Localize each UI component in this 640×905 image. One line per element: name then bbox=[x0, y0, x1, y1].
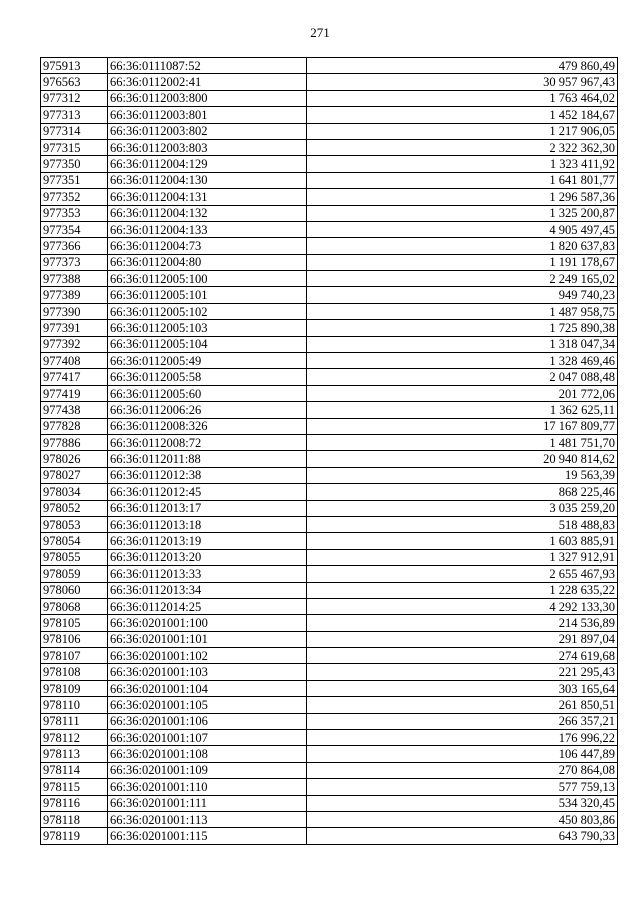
row-id-cell: 978119 bbox=[41, 828, 108, 844]
cadastral-value-cell: 261 850,51 bbox=[307, 697, 618, 713]
row-id-cell: 977392 bbox=[41, 336, 108, 352]
cadastral-number-cell: 66:36:0112013:19 bbox=[108, 533, 307, 549]
row-id-cell: 978055 bbox=[41, 549, 108, 565]
table-row bbox=[41, 795, 618, 811]
cadastral-number-cell: 66:36:0112003:802 bbox=[108, 123, 307, 139]
table-row bbox=[41, 385, 618, 401]
cadastral-number-cell: 66:36:0112005:103 bbox=[108, 320, 307, 336]
table-row bbox=[41, 533, 618, 549]
table-row bbox=[41, 336, 618, 352]
table-row bbox=[41, 254, 618, 270]
row-id-cell: 976563 bbox=[41, 74, 108, 90]
table-row bbox=[41, 303, 618, 319]
table-row bbox=[41, 779, 618, 795]
row-id-cell: 977373 bbox=[41, 254, 108, 270]
cadastral-number-cell: 66:36:0201001:108 bbox=[108, 746, 307, 762]
row-id-cell: 977391 bbox=[41, 320, 108, 336]
table-row bbox=[41, 811, 618, 827]
row-id-cell: 978111 bbox=[41, 713, 108, 729]
table-row bbox=[41, 90, 618, 106]
cadastral-number-cell: 66:36:0112004:131 bbox=[108, 189, 307, 205]
cadastral-value-cell: 1 481 751,70 bbox=[307, 434, 618, 450]
cadastral-number-cell: 66:36:0201001:105 bbox=[108, 697, 307, 713]
cadastral-number-cell: 66:36:0112013:17 bbox=[108, 500, 307, 516]
table-row bbox=[41, 730, 618, 746]
row-id-cell: 978114 bbox=[41, 762, 108, 778]
cadastral-value-cell: 30 957 967,43 bbox=[307, 74, 618, 90]
cadastral-number-cell: 66:36:0201001:106 bbox=[108, 713, 307, 729]
cadastral-number-cell: 66:36:0112004:129 bbox=[108, 156, 307, 172]
table-row bbox=[41, 484, 618, 500]
cadastral-value-cell: 1 318 047,34 bbox=[307, 336, 618, 352]
cadastral-number-cell: 66:36:0112002:41 bbox=[108, 74, 307, 90]
row-id-cell: 978116 bbox=[41, 795, 108, 811]
row-id-cell: 978113 bbox=[41, 746, 108, 762]
row-id-cell: 978034 bbox=[41, 484, 108, 500]
cadastral-value-cell: 643 790,33 bbox=[307, 828, 618, 844]
cadastral-value-table bbox=[40, 57, 618, 845]
cadastral-number-cell: 66:36:0201001:103 bbox=[108, 664, 307, 680]
cadastral-number-cell: 66:36:0112004:80 bbox=[108, 254, 307, 270]
table-row bbox=[41, 500, 618, 516]
cadastral-value-cell: 291 897,04 bbox=[307, 631, 618, 647]
cadastral-value-cell: 2 655 467,93 bbox=[307, 566, 618, 582]
row-id-cell: 977408 bbox=[41, 353, 108, 369]
cadastral-value-cell: 1 323 411,92 bbox=[307, 156, 618, 172]
cadastral-value-cell: 518 488,83 bbox=[307, 516, 618, 532]
page-number: 271 bbox=[310, 25, 330, 40]
cadastral-number-cell: 66:36:0112008:72 bbox=[108, 434, 307, 450]
row-id-cell: 978115 bbox=[41, 779, 108, 795]
cadastral-value-cell: 270 864,08 bbox=[307, 762, 618, 778]
table-row bbox=[41, 353, 618, 369]
table-row bbox=[41, 615, 618, 631]
table-row bbox=[41, 418, 618, 434]
cadastral-number-cell: 66:36:0112004:132 bbox=[108, 205, 307, 221]
row-id-cell: 978052 bbox=[41, 500, 108, 516]
cadastral-value-cell: 19 563,39 bbox=[307, 467, 618, 483]
table-row bbox=[41, 58, 618, 74]
row-id-cell: 975913 bbox=[41, 58, 108, 74]
row-id-cell: 978068 bbox=[41, 598, 108, 614]
cadastral-number-cell: 66:36:0201001:113 bbox=[108, 811, 307, 827]
cadastral-number-cell: 66:36:0112005:100 bbox=[108, 271, 307, 287]
row-id-cell: 977886 bbox=[41, 434, 108, 450]
cadastral-number-cell: 66:36:0112013:18 bbox=[108, 516, 307, 532]
table-row bbox=[41, 402, 618, 418]
cadastral-value-cell: 1 452 184,67 bbox=[307, 107, 618, 123]
row-id-cell: 977419 bbox=[41, 385, 108, 401]
table-row bbox=[41, 221, 618, 237]
cadastral-number-cell: 66:36:0112004:133 bbox=[108, 221, 307, 237]
cadastral-value-cell: 266 357,21 bbox=[307, 713, 618, 729]
row-id-cell: 977313 bbox=[41, 107, 108, 123]
cadastral-number-cell: 66:36:0112014:25 bbox=[108, 598, 307, 614]
cadastral-value-cell: 2 047 088,48 bbox=[307, 369, 618, 385]
row-id-cell: 977351 bbox=[41, 172, 108, 188]
table-row bbox=[41, 287, 618, 303]
row-id-cell: 978027 bbox=[41, 467, 108, 483]
row-id-cell: 978105 bbox=[41, 615, 108, 631]
table-row bbox=[41, 762, 618, 778]
cadastral-number-cell: 66:36:0112004:130 bbox=[108, 172, 307, 188]
cadastral-value-cell: 201 772,06 bbox=[307, 385, 618, 401]
table-row bbox=[41, 74, 618, 90]
cadastral-number-cell: 66:36:0112005:101 bbox=[108, 287, 307, 303]
row-id-cell: 977366 bbox=[41, 238, 108, 254]
cadastral-number-cell: 66:36:0201001:110 bbox=[108, 779, 307, 795]
table-row bbox=[41, 238, 618, 254]
row-id-cell: 978107 bbox=[41, 648, 108, 664]
table-row bbox=[41, 713, 618, 729]
cadastral-number-cell: 66:36:0112013:34 bbox=[108, 582, 307, 598]
table-row bbox=[41, 828, 618, 844]
cadastral-number-cell: 66:36:0201001:107 bbox=[108, 730, 307, 746]
cadastral-number-cell: 66:36:0112005:102 bbox=[108, 303, 307, 319]
cadastral-value-cell: 1 217 906,05 bbox=[307, 123, 618, 139]
cadastral-number-cell: 66:36:0112011:88 bbox=[108, 451, 307, 467]
table-row bbox=[41, 369, 618, 385]
cadastral-value-cell: 221 295,43 bbox=[307, 664, 618, 680]
cadastral-value-cell: 1 191 178,67 bbox=[307, 254, 618, 270]
cadastral-value-cell: 4 905 497,45 bbox=[307, 221, 618, 237]
row-id-cell: 978059 bbox=[41, 566, 108, 582]
cadastral-number-cell: 66:36:0201001:104 bbox=[108, 680, 307, 696]
cadastral-number-cell: 66:36:0112012:45 bbox=[108, 484, 307, 500]
table-row bbox=[41, 123, 618, 139]
table-row bbox=[41, 156, 618, 172]
table-row bbox=[41, 107, 618, 123]
table-row bbox=[41, 451, 618, 467]
cadastral-value-cell: 1 296 587,36 bbox=[307, 189, 618, 205]
table-row bbox=[41, 205, 618, 221]
table-row bbox=[41, 139, 618, 155]
cadastral-number-cell: 66:36:0112004:73 bbox=[108, 238, 307, 254]
table-row bbox=[41, 697, 618, 713]
cadastral-value-cell: 1 228 635,22 bbox=[307, 582, 618, 598]
cadastral-number-cell: 66:36:0112013:33 bbox=[108, 566, 307, 582]
table-row bbox=[41, 664, 618, 680]
cadastral-value-cell: 2 249 165,02 bbox=[307, 271, 618, 287]
row-id-cell: 977354 bbox=[41, 221, 108, 237]
row-id-cell: 978109 bbox=[41, 680, 108, 696]
table-row bbox=[41, 598, 618, 614]
cadastral-value-cell: 106 447,89 bbox=[307, 746, 618, 762]
cadastral-value-cell: 1 603 885,91 bbox=[307, 533, 618, 549]
table-row bbox=[41, 320, 618, 336]
cadastral-number-cell: 66:36:0112003:803 bbox=[108, 139, 307, 155]
row-id-cell: 978054 bbox=[41, 533, 108, 549]
row-id-cell: 977438 bbox=[41, 402, 108, 418]
table-row bbox=[41, 467, 618, 483]
table-row bbox=[41, 271, 618, 287]
row-id-cell: 977352 bbox=[41, 189, 108, 205]
table-row bbox=[41, 172, 618, 188]
cadastral-number-cell: 66:36:0112003:801 bbox=[108, 107, 307, 123]
cadastral-number-cell: 66:36:0112005:60 bbox=[108, 385, 307, 401]
cadastral-value-cell: 4 292 133,30 bbox=[307, 598, 618, 614]
row-id-cell: 977389 bbox=[41, 287, 108, 303]
cadastral-value-cell: 1 820 637,83 bbox=[307, 238, 618, 254]
table-row bbox=[41, 582, 618, 598]
table-row bbox=[41, 746, 618, 762]
cadastral-number-cell: 66:36:0112006:26 bbox=[108, 402, 307, 418]
cadastral-value-cell: 20 940 814,62 bbox=[307, 451, 618, 467]
table-row bbox=[41, 549, 618, 565]
cadastral-number-cell: 66:36:0112005:104 bbox=[108, 336, 307, 352]
row-id-cell: 977828 bbox=[41, 418, 108, 434]
row-id-cell: 977390 bbox=[41, 303, 108, 319]
cadastral-value-cell: 176 996,22 bbox=[307, 730, 618, 746]
table-row bbox=[41, 434, 618, 450]
row-id-cell: 978112 bbox=[41, 730, 108, 746]
row-id-cell: 978060 bbox=[41, 582, 108, 598]
row-id-cell: 978108 bbox=[41, 664, 108, 680]
cadastral-number-cell: 66:36:0201001:115 bbox=[108, 828, 307, 844]
cadastral-value-cell: 1 325 200,87 bbox=[307, 205, 618, 221]
cadastral-value-cell: 577 759,13 bbox=[307, 779, 618, 795]
cadastral-value-cell: 214 536,89 bbox=[307, 615, 618, 631]
cadastral-value-cell: 1 362 625,11 bbox=[307, 402, 618, 418]
row-id-cell: 978053 bbox=[41, 516, 108, 532]
cadastral-value-cell: 1 328 469,46 bbox=[307, 353, 618, 369]
cadastral-value-cell: 1 327 912,91 bbox=[307, 549, 618, 565]
cadastral-value-cell: 479 860,49 bbox=[307, 58, 618, 74]
row-id-cell: 977388 bbox=[41, 271, 108, 287]
cadastral-number-cell: 66:36:0201001:101 bbox=[108, 631, 307, 647]
cadastral-number-cell: 66:36:0112005:49 bbox=[108, 353, 307, 369]
row-id-cell: 977312 bbox=[41, 90, 108, 106]
cadastral-number-cell: 66:36:0111087:52 bbox=[108, 58, 307, 74]
table-row bbox=[41, 631, 618, 647]
cadastral-number-cell: 66:36:0112013:20 bbox=[108, 549, 307, 565]
cadastral-number-cell: 66:36:0201001:100 bbox=[108, 615, 307, 631]
table-row bbox=[41, 566, 618, 582]
cadastral-value-cell: 303 165,64 bbox=[307, 680, 618, 696]
cadastral-number-cell: 66:36:0112005:58 bbox=[108, 369, 307, 385]
table-body bbox=[41, 58, 618, 845]
cadastral-value-cell: 3 035 259,20 bbox=[307, 500, 618, 516]
table-row bbox=[41, 516, 618, 532]
row-id-cell: 978118 bbox=[41, 811, 108, 827]
table-row bbox=[41, 189, 618, 205]
cadastral-value-cell: 1 763 464,02 bbox=[307, 90, 618, 106]
cadastral-value-cell: 2 322 362,30 bbox=[307, 139, 618, 155]
row-id-cell: 977417 bbox=[41, 369, 108, 385]
cadastral-value-cell: 450 803,86 bbox=[307, 811, 618, 827]
table-row bbox=[41, 648, 618, 664]
cadastral-value-cell: 534 320,45 bbox=[307, 795, 618, 811]
cadastral-value-cell: 17 167 809,77 bbox=[307, 418, 618, 434]
cadastral-value-cell: 868 225,46 bbox=[307, 484, 618, 500]
row-id-cell: 977314 bbox=[41, 123, 108, 139]
cadastral-number-cell: 66:36:0112012:38 bbox=[108, 467, 307, 483]
cadastral-value-cell: 1 487 958,75 bbox=[307, 303, 618, 319]
row-id-cell: 977315 bbox=[41, 139, 108, 155]
cadastral-number-cell: 66:36:0201001:102 bbox=[108, 648, 307, 664]
row-id-cell: 978106 bbox=[41, 631, 108, 647]
cadastral-number-cell: 66:36:0201001:111 bbox=[108, 795, 307, 811]
row-id-cell: 978026 bbox=[41, 451, 108, 467]
cadastral-number-cell: 66:36:0112003:800 bbox=[108, 90, 307, 106]
cadastral-number-cell: 66:36:0201001:109 bbox=[108, 762, 307, 778]
cadastral-value-cell: 949 740,23 bbox=[307, 287, 618, 303]
row-id-cell: 978110 bbox=[41, 697, 108, 713]
row-id-cell: 977350 bbox=[41, 156, 108, 172]
row-id-cell: 977353 bbox=[41, 205, 108, 221]
cadastral-value-cell: 274 619,68 bbox=[307, 648, 618, 664]
cadastral-number-cell: 66:36:0112008:326 bbox=[108, 418, 307, 434]
table-row bbox=[41, 680, 618, 696]
cadastral-value-cell: 1 641 801,77 bbox=[307, 172, 618, 188]
cadastral-value-cell: 1 725 890,38 bbox=[307, 320, 618, 336]
